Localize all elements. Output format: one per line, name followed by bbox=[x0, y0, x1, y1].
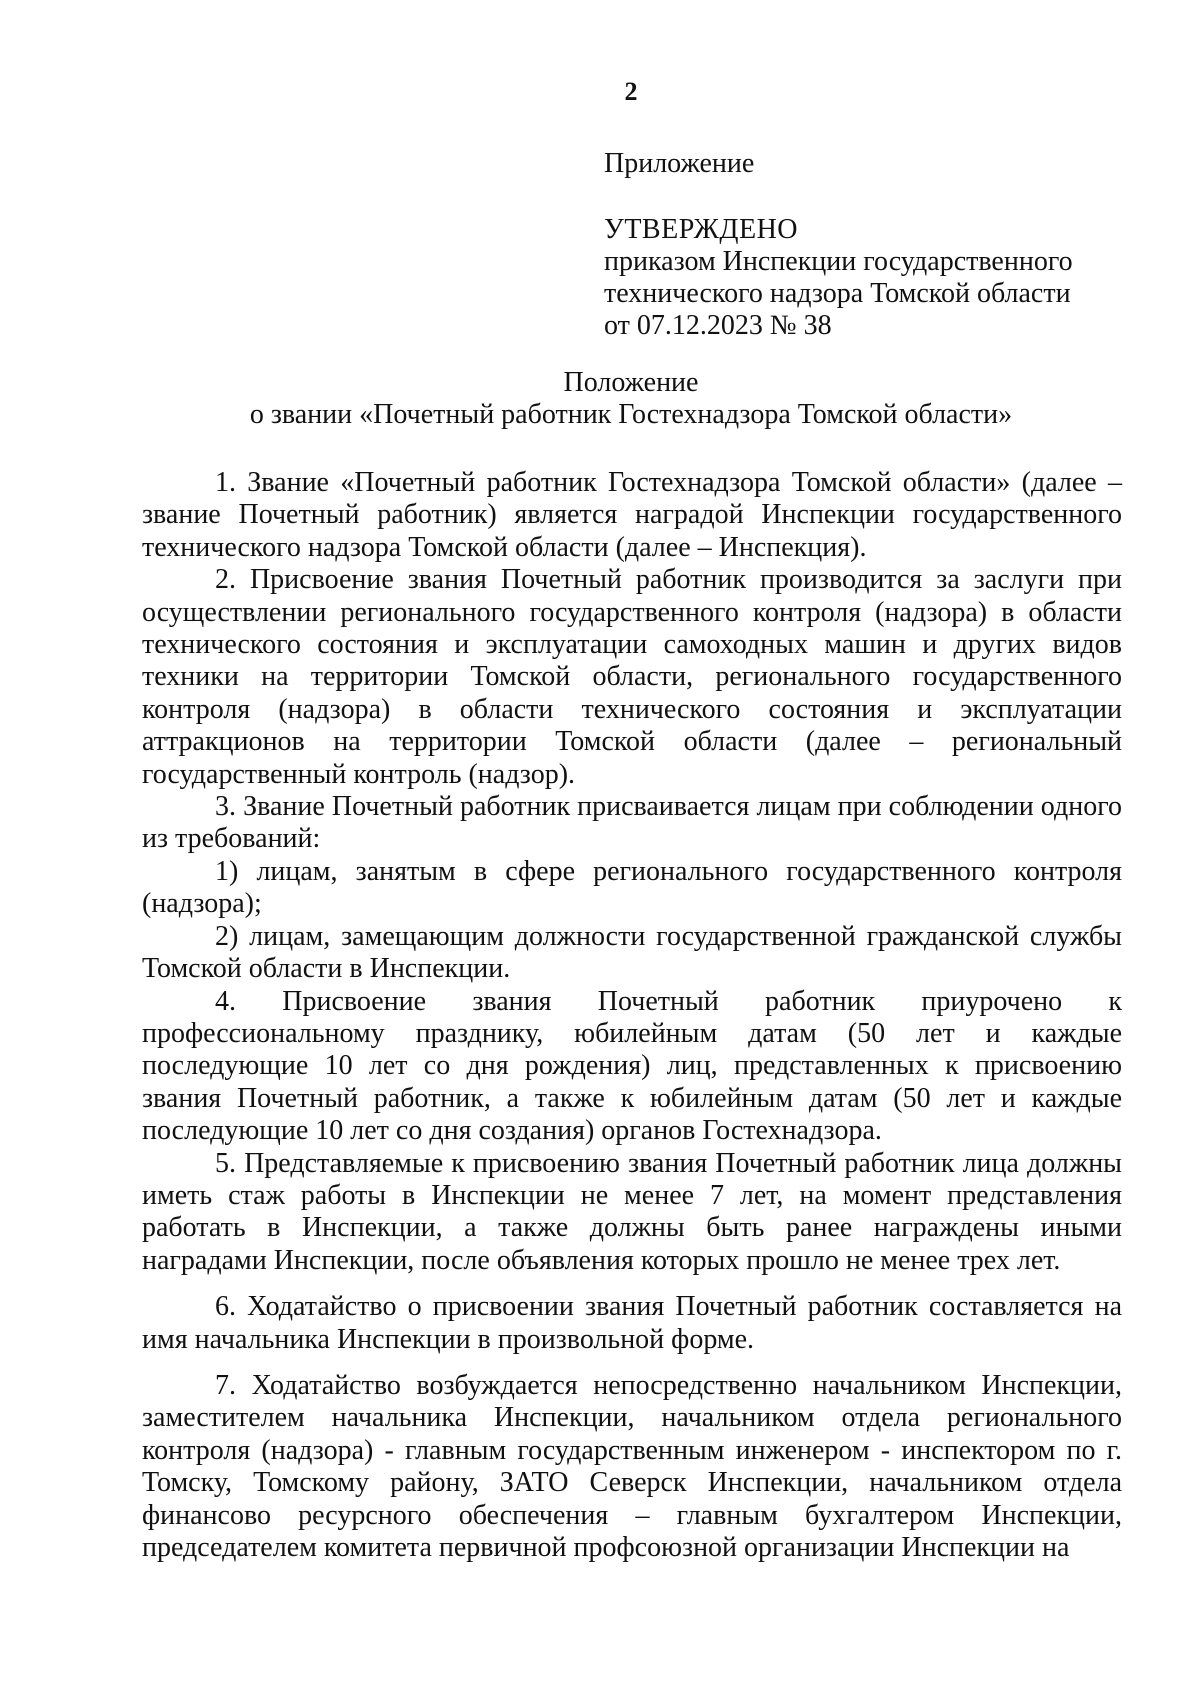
appendix-label: Приложение bbox=[604, 148, 755, 179]
document-body bbox=[142, 467, 1122, 1564]
paragraph-7: 7. Ходатайство возбуждается непосредственно начальником Инспекции, заместителем начальника Инспекции, начальником отдела регионального контроля (надзора) - главным государственным инженером - инспектором по г. Томску, Томскому району, ЗАТО Северск Инспекции, начальником отдела финансово ресурсного обеспечения – главным бухгалтером Инспекции, председателем комитета первичной профсоюзной организации Инспекции на bbox=[142, 1369, 1122, 1563]
approval-block bbox=[604, 214, 1124, 342]
approval-line-2: технического надзора Томской области bbox=[604, 278, 1071, 309]
paragraph-6: 6. Ходатайство о присвоении звания Почетный работник составляется на имя начальника Инспекции в произвольной форме. bbox=[142, 1291, 1122, 1355]
approval-line-1: приказом Инспекции государственного bbox=[604, 246, 1073, 277]
approval-line-3: от 07.12.2023 № 38 bbox=[604, 310, 832, 341]
title-line-2: о звании «Почетный работник Гостехнадзора Томской области» bbox=[249, 399, 1013, 430]
title-line-1: Положение bbox=[563, 367, 699, 398]
approval-approved: УТВЕРЖДЕНО bbox=[604, 214, 799, 245]
paragraph-1: 1. Звание «Почетный работник Гостехнадзора Томской области» (далее – звание Почетный работник) является наградой Инспекции государственного технического надзора Томской области (далее – Инспекция). bbox=[142, 467, 1122, 563]
page-number: 2 bbox=[624, 77, 638, 106]
paragraph-5: 5. Представляемые к присвоению звания Почетный работник лица должны иметь стаж работы в Инспекции не менее 7 лет, на момент представления работать в Инспекции, а также должны быть ранее награждены иными наградами Инспекции, после объявления которых прошло не менее трех лет. bbox=[142, 1147, 1122, 1276]
paragraph-3-item-1: 1) лицам, занятым в сфере регионального государственного контроля (надзора); bbox=[142, 855, 1122, 920]
paragraph-4: 4. Присвоение звания Почетный работник приурочено к профессиональному празднику, юбилейным датам (50 лет и каждые последующие 10 лет со дня рождения) лиц, представленных к присвоению звания Почетный работник, а также к юбилейным датам (50 лет и каждые последующие 10 лет со дня создания) органов Гостехнадзора. bbox=[142, 985, 1122, 1147]
paragraph-3: 3. Звание Почетный работник присваивается лицам при соблюдении одного из требований: bbox=[142, 791, 1122, 855]
paragraph-3-item-2: 2) лицам, замещающим должности государственной гражданской службы Томской области в Инспекции. bbox=[142, 920, 1122, 985]
paragraph-2: 2. Присвоение звания Почетный работник производится за заслуги при осуществлении регионального государственного контроля (надзора) в области технического состояния и эксплуатации самоходных машин и других видов техники на территории Томской области, регионального государственного контроля (надзора) в области технического состояния и эксплуатации аттракционов на территории Томской области (далее – региональный государственный контроль (надзор). bbox=[142, 564, 1122, 790]
document-title bbox=[140, 367, 1122, 431]
